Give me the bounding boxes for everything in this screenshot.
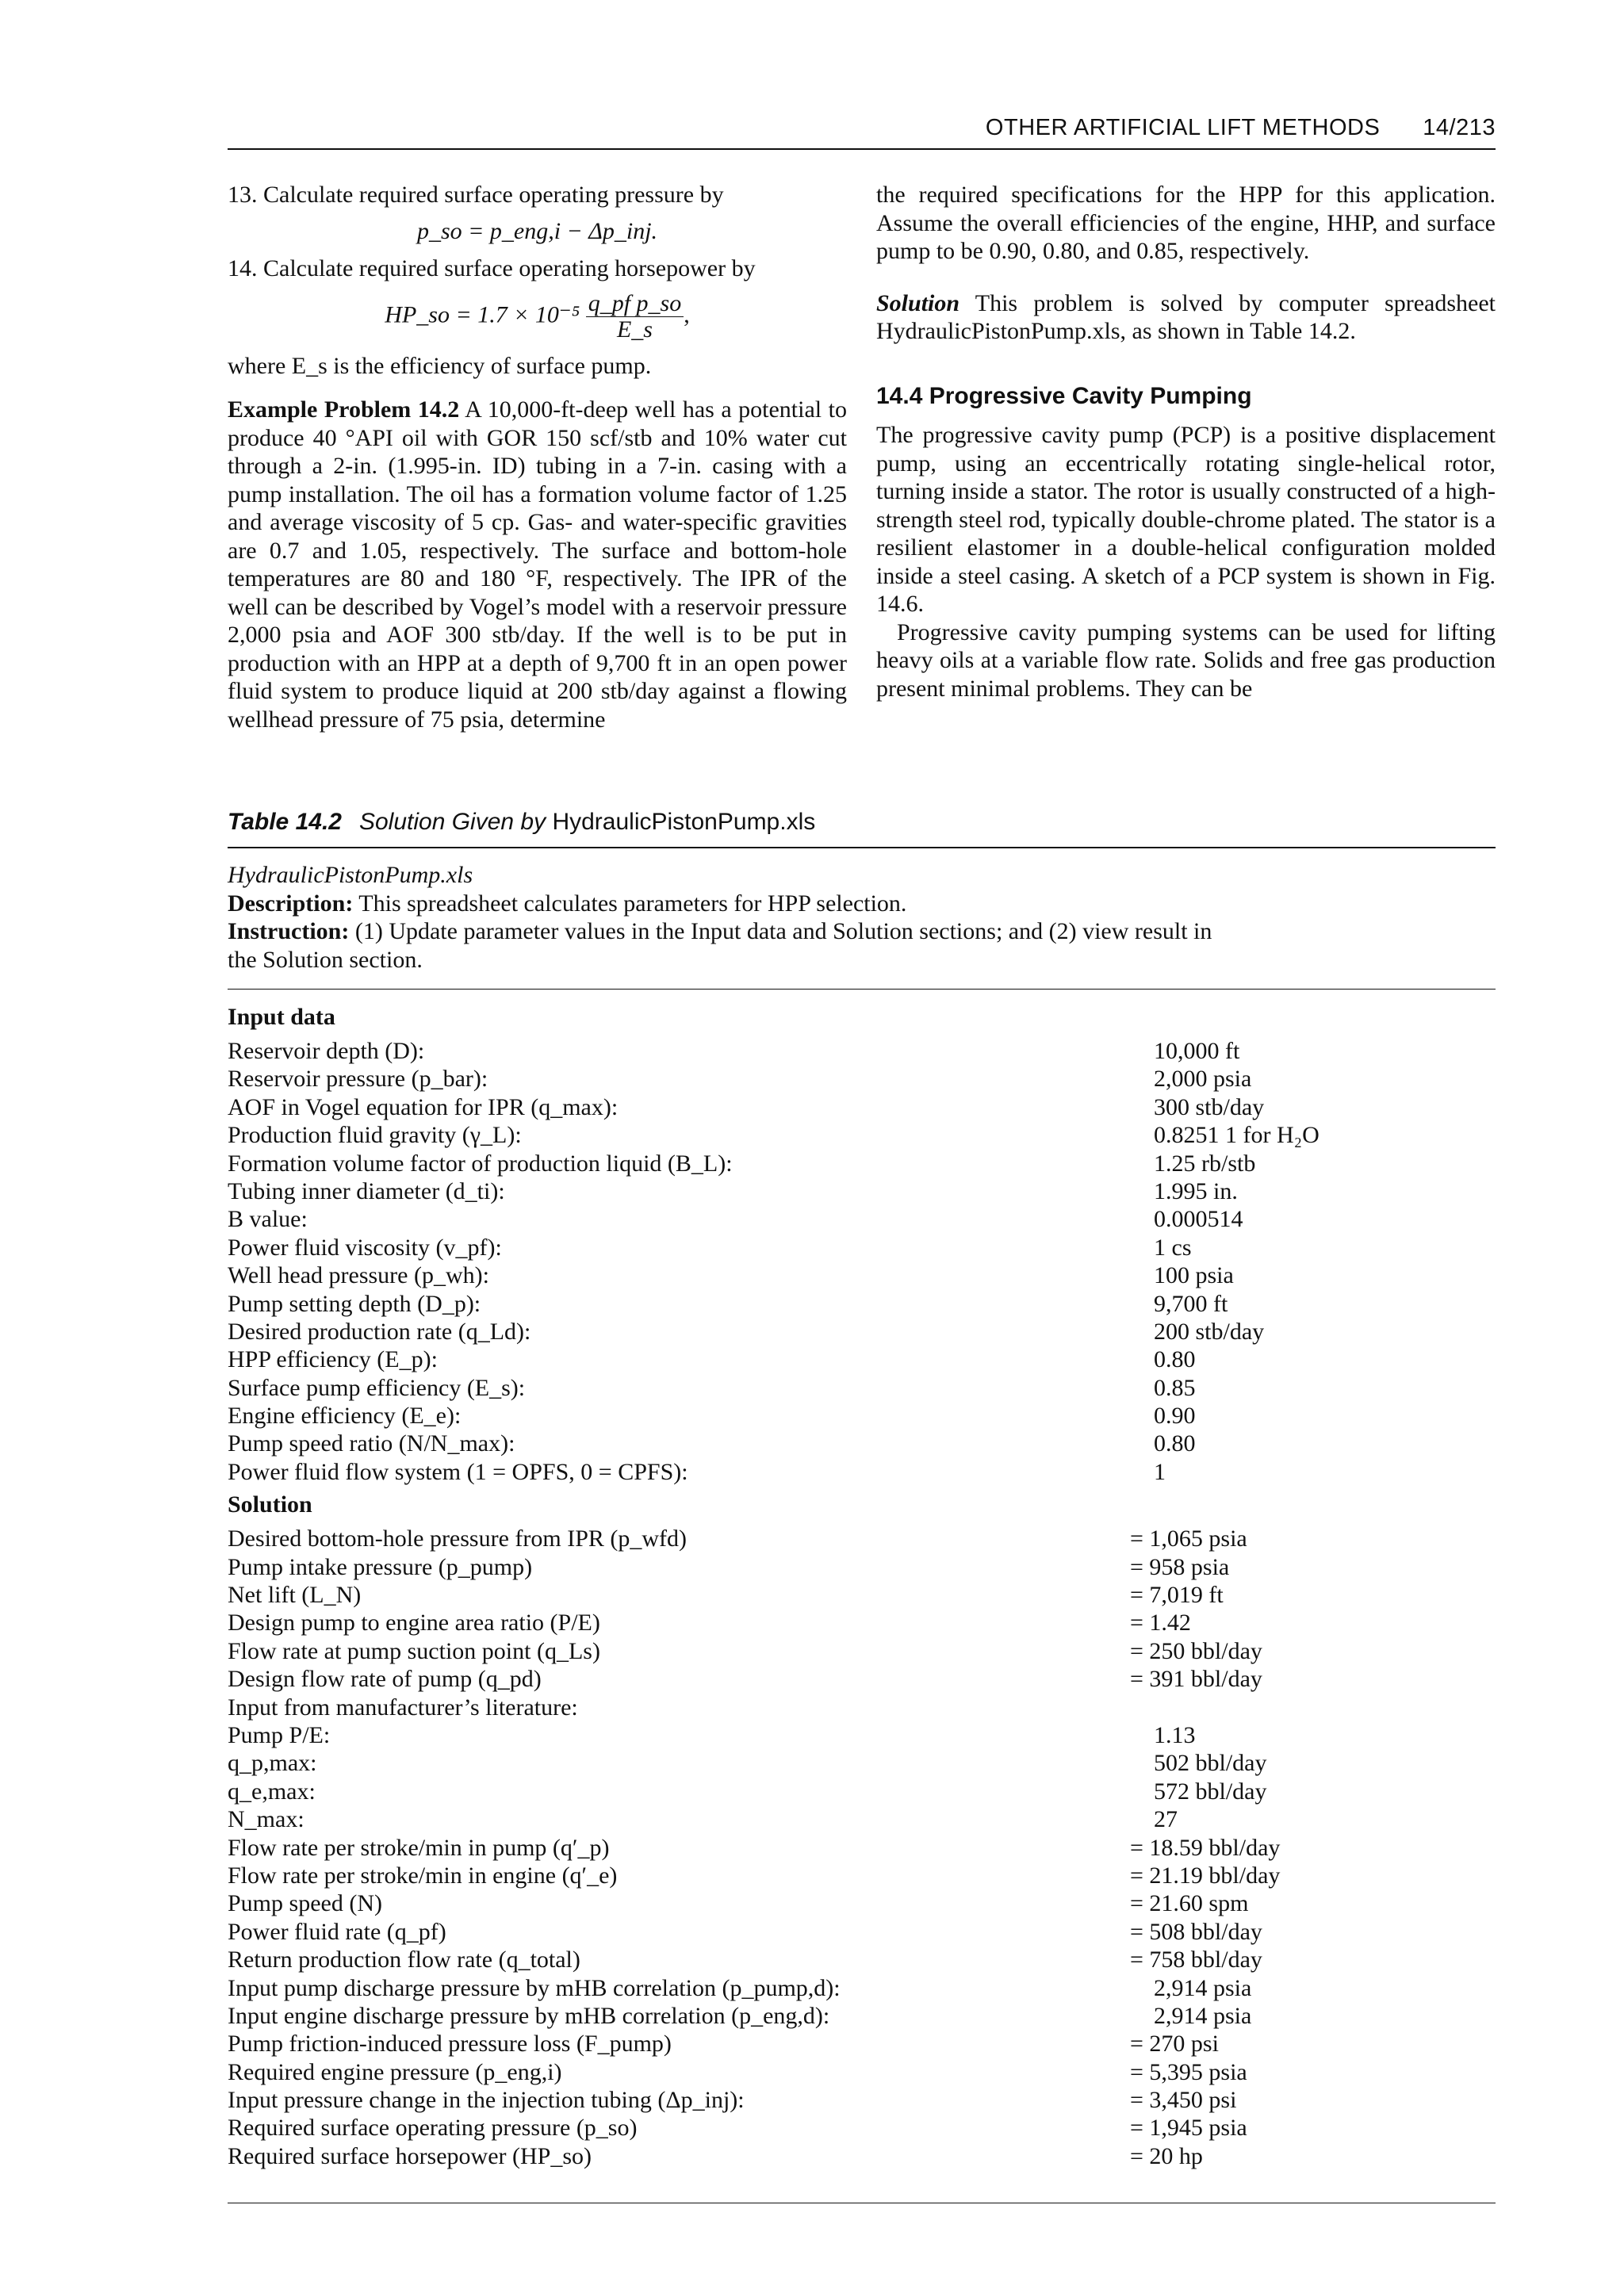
row-value: 0.000514 [1154,1206,1243,1233]
row-label: Input engine discharge pressure by mHB correlation (p_eng,d): [228,2002,830,2029]
table-caption-title [359,809,815,835]
row-value: = 7,019 ft [1130,1582,1224,1609]
row-value: 1.995 in. [1154,1177,1238,1204]
step-14-equation: HP_so = 1.7 × 10⁻⁵ $\frac{\text{q\_pf p\_so}}{E\_s}$ , [385,289,690,343]
row-value: = 958 psia [1130,1553,1230,1580]
table-row [228,1205,1496,1233]
row-value: 0.85 [1154,1374,1196,1401]
row-label: Surface pump efficiency (E_s): [228,1374,526,1401]
row-label: HPP efficiency (E_p): [228,1346,438,1373]
row-label: Design flow rate of pump (q_pd) [228,1666,542,1693]
table-row [228,1665,1496,1693]
example-label: Example Problem 14.2 [228,396,460,423]
row-value: = 758 bbl/day [1130,1947,1262,1973]
table-row [228,1430,1496,1457]
table-row [228,1581,1496,1609]
caption-title-file: HydraulicPistonPump.xls [552,809,816,835]
table-row [228,1402,1496,1430]
row-value: 1.25 rb/stb [1154,1150,1256,1177]
step-13-equation: p_so = p_eng,i − Δp_inj. [416,217,658,244]
table-row [228,1318,1496,1346]
row-value: 0.90 [1154,1403,1196,1430]
table-row [228,1946,1496,1973]
row-label: Formation volume factor of production liquid (B_L): [228,1150,733,1177]
table-row [228,1862,1496,1889]
solution-label: Solution [876,289,960,316]
pcp-paragraph-1: The progressive cavity pump (PCP) is a positive displacement pump, using an eccentrically rotating single-helical rotor, turning inside a stator. The rotor is usually constructed of a high-strength steel rod, typically double-chrome plated. The stator is a resilient elastomer in a double-helical configuration molded inside a steel casing. A sketch of a PCP system is shown in Fig. 14.6. [876,422,1496,617]
solution-heading: Solution [228,1491,312,1518]
row-value: 0.80 [1154,1346,1196,1373]
row-value: 1 [1154,1458,1166,1485]
row-value: = 5,395 psia [1130,2058,1247,2085]
running-title: OTHER ARTIFICIAL LIFT METHODS [985,115,1381,140]
description-text: This spreadsheet calculates parameters for HPP selection. [358,890,907,917]
row-label: Input from manufacturer’s literature: [228,1694,578,1721]
instruction-text: (1) Update parameter values in the Input data and Solution sections; and (2) view result in the Solution section. [228,918,1212,973]
row-value: = 21.19 bbl/day [1130,1862,1281,1889]
caption-title-italic: Solution Given by [358,809,546,835]
table-row [228,1889,1496,1917]
instruction-label: Instruction: [228,918,350,944]
row-value: 1.13 [1154,1721,1196,1748]
row-label: Production fluid gravity (γ_L): [228,1122,522,1149]
table-row [228,1974,1496,2002]
row-label: q_p,max: [228,1750,317,1777]
row-label: Power fluid flow system (1 = OPFS, 0 = CPFS): [228,1458,688,1485]
row-label: Pump speed (N) [228,1890,382,1917]
page-number: 14/213 [1423,115,1496,140]
table-row [228,1918,1496,1946]
row-label: Input pressure change in the injection tubing (Δp_inj): [228,2087,745,2114]
row-value: = 21.60 spm [1130,1890,1249,1917]
table-row [228,2002,1496,2030]
table-row [228,1694,1496,1721]
row-label: Pump speed ratio (N/N_max): [228,1430,515,1457]
row-label: Net lift (L_N) [228,1582,362,1609]
row-label: Pump P/E: [228,1721,331,1748]
row-label: Flow rate per stroke/min in pump (q′_p) [228,1834,610,1861]
where-text: where E_s is the efficiency of surface pump. [228,352,652,379]
solution-text: This problem is solved by computer spreadsheet HydraulicPistonPump.xls, as shown in Table 14.2. [876,289,1496,344]
table-row [228,1834,1496,1862]
spreadsheet-file-name: HydraulicPistonPump.xls [228,862,473,888]
input-data-rows [228,1037,1496,1486]
row-value: 572 bbl/day [1154,1778,1267,1805]
section-title: 14.4 Progressive Cavity Pumping [876,382,1252,409]
table-row [228,1177,1496,1205]
row-value: = 3,450 psi [1130,2087,1237,2114]
row-label: Flow rate per stroke/min in engine (q′_e) [228,1862,618,1889]
page-header [228,113,1496,150]
row-label: N_max: [228,1806,304,1833]
table-row [228,2086,1496,2114]
table-row [228,1093,1496,1121]
row-label: Desired production rate (q_Ld): [228,1318,531,1345]
solution-rows [228,1525,1496,2170]
row-value: = 250 bbl/day [1130,1637,1262,1664]
row-label: Well head pressure (p_wh): [228,1262,489,1289]
table-row [228,1261,1496,1289]
row-value: 2,914 psia [1154,2002,1252,2029]
description-label: Description: [228,890,354,917]
table-row [228,1525,1496,1552]
table-row [228,1458,1496,1486]
row-label: Pump friction-induced pressure loss (F_pump) [228,2031,672,2058]
table-row [228,2058,1496,2086]
table-row [228,1721,1496,1749]
table-row [228,1553,1496,1581]
table-top-rule [228,847,1496,848]
equation-denominator: E_s [616,316,653,343]
row-label: Required engine pressure (p_eng,i) [228,2058,562,2085]
row-value: = 1.42 [1130,1610,1191,1636]
row-label: Reservoir pressure (p_bar): [228,1066,488,1093]
right-column [876,181,1496,702]
table-row [228,1749,1496,1777]
row-value: = 391 bbl/day [1130,1666,1262,1693]
row-label: Return production flow rate (q_total) [228,1947,580,1973]
table-row [228,1778,1496,1805]
equation-lhs: HP_so = 1.7 × 10⁻⁵ [385,301,580,327]
table-row [228,1609,1496,1636]
row-value: 10,000 ft [1154,1038,1240,1064]
table-caption [228,809,815,836]
row-label: Required surface horsepower (HP_so) [228,2142,592,2169]
table-row [228,1150,1496,1177]
table-middle-rule [228,989,1496,990]
table-row [228,2114,1496,2142]
row-label: q_e,max: [228,1778,316,1805]
table-row [228,1121,1496,1149]
row-value: 2,914 psia [1154,1974,1252,2001]
row-value: 200 stb/day [1154,1318,1265,1345]
table-row [228,1805,1496,1833]
row-label: Flow rate at pump suction point (q_Ls) [228,1637,600,1664]
table-row [228,2142,1496,2170]
row-label: Pump setting depth (D_p): [228,1290,481,1317]
row-value: 0.8251 1 for H₂O [1154,1122,1320,1149]
step-13-text: 13. Calculate required surface operating pressure by [228,182,724,208]
row-value: 502 bbl/day [1154,1750,1267,1777]
row-value: 1 cs [1154,1234,1192,1261]
row-label: Reservoir depth (D): [228,1038,425,1064]
row-value: 9,700 ft [1154,1290,1228,1317]
table-caption-label: Table 14.2 [228,809,342,835]
row-value: = 1,945 psia [1130,2115,1247,2142]
row-value: = 508 bbl/day [1130,1918,1262,1945]
row-label: B value: [228,1206,308,1233]
row-label: Input pump discharge pressure by mHB correlation (p_pump,d): [228,1974,841,2001]
row-label: Power fluid viscosity (v_pf): [228,1234,502,1261]
table-row [228,1234,1496,1261]
row-value: 300 stb/day [1154,1093,1265,1120]
row-value: = 1,065 psia [1130,1525,1247,1552]
continuation-text: the required specifications for the HPP for this application. Assume the overall efficiencies of the engine, HHP, and surface pump to be 0.90, 0.80, and 0.85, respectively. [876,182,1496,264]
row-value: 2,000 psia [1154,1066,1252,1093]
pcp-paragraph-2: Progressive cavity pumping systems can be used for lifting heavy oils at a variable flow rate. Solids and free gas production present minimal problems. They can be [876,618,1496,702]
equation-fraction [586,291,684,343]
row-value: 0.80 [1154,1430,1196,1457]
input-data-heading: Input data [228,1004,335,1030]
row-label: Pump intake pressure (p_pump) [228,1553,533,1580]
table-row [228,1037,1496,1065]
solution-paragraph [876,289,1496,346]
row-label: Power fluid rate (q_pf) [228,1918,446,1945]
left-column [228,181,847,733]
table-row [228,1065,1496,1093]
row-label: Required surface operating pressure (p_so) [228,2115,638,2142]
table-body [228,1003,1496,2170]
row-label: AOF in Vogel equation for IPR (q_max): [228,1093,619,1120]
row-value: 27 [1154,1806,1178,1833]
running-header [986,115,1496,141]
table-row [228,1346,1496,1373]
table-row [228,1637,1496,1665]
row-label: Design pump to engine area ratio (P/E) [228,1610,600,1636]
row-value: 100 psia [1154,1262,1234,1289]
row-label: Engine efficiency (E_e): [228,1403,462,1430]
row-value: = 20 hp [1130,2142,1203,2169]
row-value: = 18.59 bbl/day [1130,1834,1281,1861]
table-row [228,1290,1496,1318]
table-row [228,1374,1496,1402]
row-label: Tubing inner diameter (d_ti): [228,1177,505,1204]
row-label: Desired bottom-hole pressure from IPR (p_wfd) [228,1525,688,1552]
example-problem [228,396,847,733]
example-text: A 10,000-ft-deep well has a potential to produce 40 °API oil with GOR 150 scf/stb and 10% water cut through a 2-in. (1.995-in. ID) tubing in a 7-in. casing with a pump installation. The oil has a formation volume factor of 1.25 and average viscosity of 5 cp. Gas- and water-specific gravities are 0.7 and 1.05, respectively. The surface and bottom-hole temperatures are 80 and 180 °F, respectively. The IPR of the well can be described by Vogel’s model with a reservoir pressure 2,000 psia and AOF 300 stb/day. If the well is to be put in production with an HPP at a depth of 9,700 ft in an open power fluid system to produce liquid at 200 stb/day against a flowing wellhead pressure of 75 psia, determine [228,396,847,733]
row-value: = 270 psi [1130,2031,1219,2058]
equation-numerator: q_pf p_so [586,291,684,317]
table-header-block [228,861,1338,974]
step-14-text: 14. Calculate required surface operating horsepower by [228,255,756,281]
table-row [228,2030,1496,2058]
